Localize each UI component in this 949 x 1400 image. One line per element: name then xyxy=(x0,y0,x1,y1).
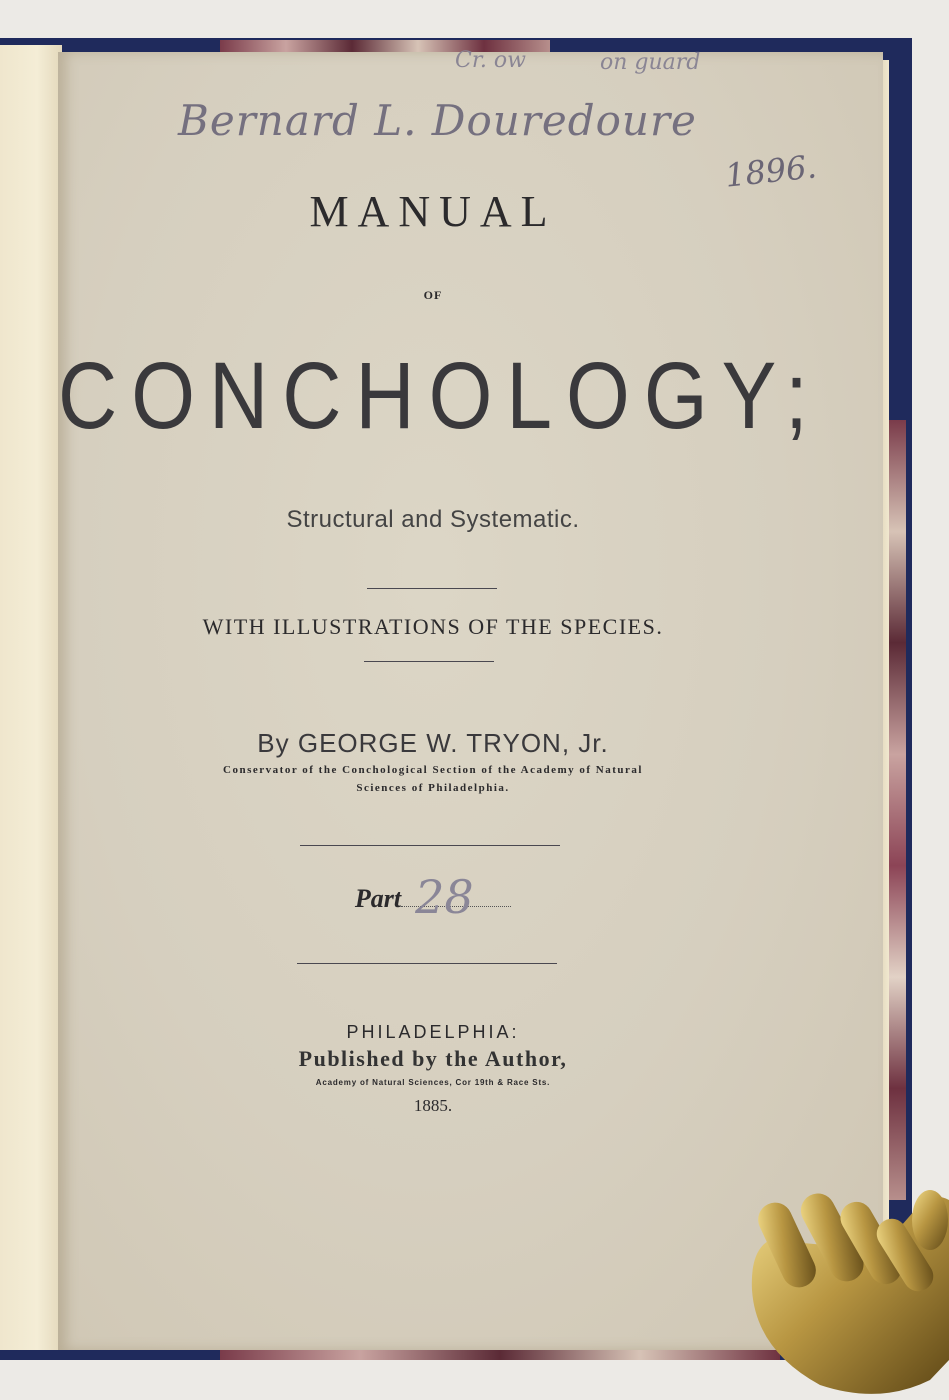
title-of: OF xyxy=(423,288,443,302)
divider-rule xyxy=(297,963,557,964)
imprint-publisher: Published by the Author, xyxy=(298,1046,568,1071)
author-position-line1: Conservator of the Conchological Section of the Academy of Natural xyxy=(223,764,643,776)
part-line xyxy=(58,870,808,924)
part-label: Part xyxy=(354,884,402,913)
part-dotted-field xyxy=(401,870,511,924)
imprint-address: Academy of Natural Sciences, Cor 19th & Race Sts. xyxy=(315,1078,551,1087)
marbled-endpaper-bottom xyxy=(220,1350,780,1360)
marbled-endpaper-right xyxy=(886,420,906,1200)
title-page xyxy=(58,52,883,1350)
left-flyleaf xyxy=(0,45,62,1350)
author-byline: By GEORGE W. TRYON, Jr. xyxy=(257,728,609,758)
imprint-year: 1885. xyxy=(413,1096,453,1115)
title-conchology: CONCHOLOGY; xyxy=(58,344,822,449)
handwritten-note-top-left: Cr. ow xyxy=(455,48,526,73)
handwritten-note-top-right: on guard xyxy=(600,50,701,75)
handwritten-year: 1896. xyxy=(723,147,819,195)
divider-rule xyxy=(300,845,560,846)
subtitle: Structural and Systematic. xyxy=(286,506,580,533)
divider-rule xyxy=(367,588,497,589)
brass-hand-bookstand xyxy=(730,1180,949,1400)
owner-signature: Bernard L. Douredoure xyxy=(178,96,697,145)
divider-rule xyxy=(364,661,494,662)
title-manual: MANUAL xyxy=(309,187,557,236)
imprint-city: PHILADELPHIA: xyxy=(346,1022,520,1042)
author-position-line2: Sciences of Philadelphia. xyxy=(356,782,510,794)
part-number-handwritten: 28 xyxy=(415,870,474,924)
illustrations-line: WITH ILLUSTRATIONS OF THE SPECIES. xyxy=(202,614,664,639)
